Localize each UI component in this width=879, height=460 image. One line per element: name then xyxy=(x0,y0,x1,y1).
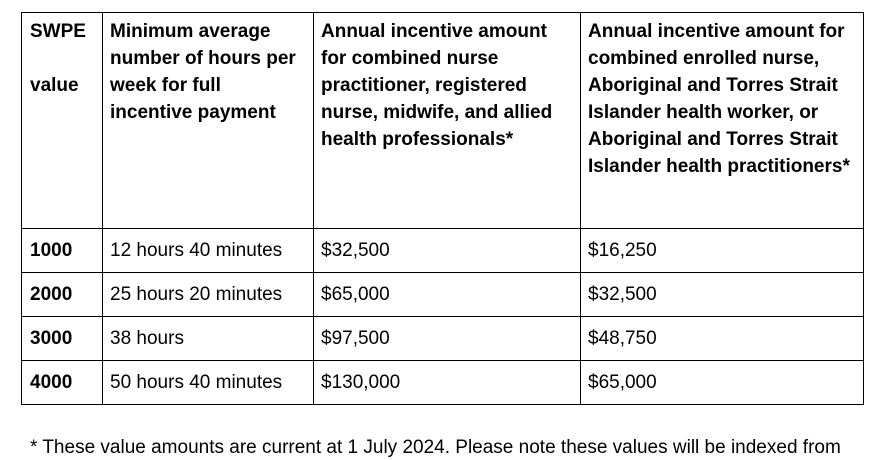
header-swpe-line1: SWPE xyxy=(30,21,86,42)
header-swpe-line2: value xyxy=(30,75,79,96)
table-header-row xyxy=(22,13,864,229)
cell-swpe: 2000 xyxy=(22,273,103,317)
footnote: * These value amounts are current at 1 July 2024. Please note these values will be indexed from xyxy=(30,437,841,458)
cell-nurse-amount: $130,000 xyxy=(314,361,581,405)
table-row xyxy=(22,361,864,405)
header-swpe-value xyxy=(22,13,103,229)
cell-enrolled-amount: $48,750 xyxy=(581,317,864,361)
cell-enrolled-amount: $16,250 xyxy=(581,229,864,273)
cell-enrolled-amount: $32,500 xyxy=(581,273,864,317)
cell-nurse-amount: $65,000 xyxy=(314,273,581,317)
cell-nurse-amount: $97,500 xyxy=(314,317,581,361)
cell-swpe: 3000 xyxy=(22,317,103,361)
incentive-table xyxy=(21,12,864,405)
header-nurse-incentive: Annual incentive amount for combined nurse practitioner, registered nurse, midwife, and allied health professionals* xyxy=(314,13,581,229)
table-row xyxy=(22,317,864,361)
cell-nurse-amount: $32,500 xyxy=(314,229,581,273)
incentive-table-container xyxy=(21,12,864,405)
table-row xyxy=(22,273,864,317)
cell-enrolled-amount: $65,000 xyxy=(581,361,864,405)
header-enrolled-incentive: Annual incentive amount for combined enrolled nurse, Aboriginal and Torres Strait Islander health worker, or Aboriginal and Torres Strait Islander health practitioners* xyxy=(581,13,864,229)
cell-hours: 38 hours xyxy=(103,317,314,361)
cell-hours: 25 hours 20 minutes xyxy=(103,273,314,317)
cell-swpe: 4000 xyxy=(22,361,103,405)
cell-swpe: 1000 xyxy=(22,229,103,273)
cell-hours: 12 hours 40 minutes xyxy=(103,229,314,273)
cell-hours: 50 hours 40 minutes xyxy=(103,361,314,405)
header-min-hours: Minimum average number of hours per week for full incentive payment xyxy=(103,13,314,229)
table-row xyxy=(22,229,864,273)
